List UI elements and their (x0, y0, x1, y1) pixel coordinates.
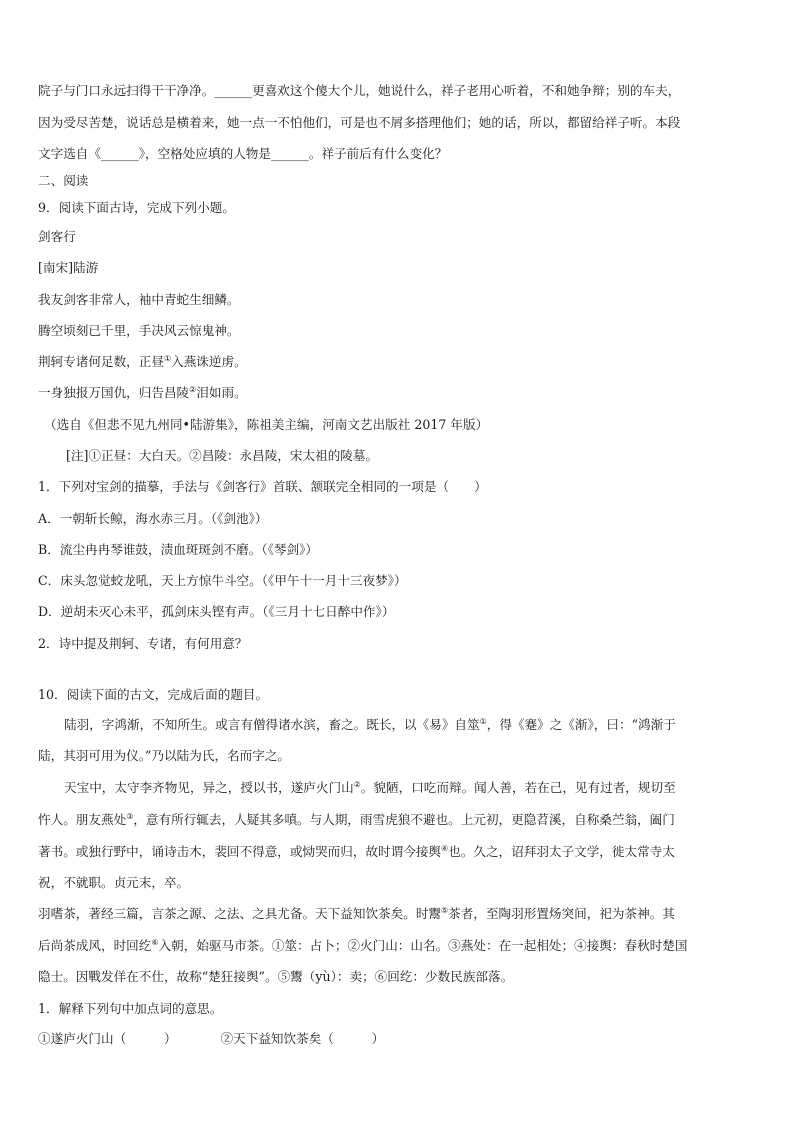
poem-line-4 (38, 384, 760, 402)
passage-question-line: 文字选自《______》，空格处应填的人物是______。祥子前后有什么变化？ (38, 146, 448, 161)
note-marker-1: ① (163, 353, 172, 363)
prose-note-marker-1: ① (479, 716, 487, 726)
prose-line-4 (38, 811, 760, 829)
prose-line-2: 陆，其羽可用为仪。”乃以陆为氏，名而字之。 (38, 748, 291, 763)
poem-title: 剑客行 (38, 229, 76, 244)
poem-source: （选自《但悲不见九州同•陆游集》，陈祖美主编，河南文艺出版社 2017 年版） (44, 417, 489, 432)
prose-line-7-part-a: 羽嗜茶，著经三篇，言茶之源、之法、之具尤备。天下益知饮茶矣。时鬻 (38, 906, 441, 921)
prose-line-8-part-a: 后尚茶成风，时回纥 (38, 938, 152, 953)
prose-line-5-part-a: 著书。或独行野中，诵诗击木，裴回不得意，或恸哭而归，故时谓今接舆 (38, 844, 441, 859)
prose-line-5-part-b: 也。久之，诏拜羽太子文学，徙太常寺太 (448, 844, 675, 859)
poem-line-1: 我友剑客非常人，袖中青蛇生细鳞。 (38, 292, 240, 307)
prose-note-marker-3: ③ (126, 811, 134, 821)
question-9-2: 2．诗中提及荆轲、专诸，有何用意？ (38, 636, 248, 651)
prose-line-4-part-b: ，意有所行辄去，人疑其多嗔。与人期，雨雪虎狼不避也。上元初，更隐苕溪，自称桑苎翁，阖门 (133, 812, 675, 827)
passage-line-2: 因为受尽苦楚，说话总是横着来，她一点一不怕他们，可是也不屑多搭理他们；她的话，所以，都留给祥子听。本段 (38, 115, 681, 130)
prose-line-8-part-b: 入朝，始驱马市茶。①筮：占卜；②火门山：山名。③燕处：在一起相处；④接舆：春秋时楚国 (158, 938, 688, 953)
question-10-1-items (38, 1030, 760, 1048)
prose-line-7-part-b: 茶者，至陶羽形置炀突间，祀为茶神。其 (448, 906, 675, 921)
prose-line-4-part-a: 忤人。朋友燕处 (38, 812, 127, 827)
option-a: A．一朝斩长鲸，海水赤三月。（《剑池》） (38, 511, 268, 526)
poem-author: [南宋]陆游 (38, 260, 99, 275)
prose-line-7 (38, 905, 760, 923)
prose-note-marker-6: ⑥ (151, 937, 159, 947)
poem-notes: [注]①正昼：大白天。②昌陵：永昌陵，宋太祖的陵墓。 (66, 448, 379, 463)
prose-line-1-part-a: 陆羽，字鸿渐，不知所生。或言有僧得诸水滨，畜之。既长，以《易》自筮 (64, 717, 480, 732)
prose-note-marker-5: ⑤ (441, 905, 449, 915)
option-b: B．流尘冉冉琴谁鼓，渍血斑斑剑不磨。（《琴剑》） (38, 542, 319, 557)
prose-notes-line: 隐士。因戰发佯在不仕，故称“楚狂接舆”。⑤鬻（yù）：卖；⑥回纥：少数民族部落。 (38, 969, 514, 984)
question-10-prompt: 10．阅读下面的古文，完成后面的题目。 (38, 687, 269, 702)
section-heading-reading: 二、阅读 (38, 173, 89, 188)
prose-line-3-part-b: 。貌陋，口吃而辩。闻人善，若在己，见有过者，规切至 (360, 780, 676, 795)
poem-line-3 (38, 353, 760, 371)
prose-line-1-part-b: ，得《蹇》之《渐》，曰：“鸿渐于 (486, 717, 676, 732)
passage-line-1: 院子与门口永远扫得干干净净。______更喜欢这个傻大个儿，她说什么，祥子老用心听着，不和她争辩；别的车夫， (38, 83, 681, 98)
prose-line-1 (64, 716, 786, 734)
question-10-1: 1．解释下列句中加点词的意思。 (38, 1001, 223, 1016)
item-1: ①遂庐火门山（ ） (38, 1031, 177, 1046)
poem-line-2: 腾空顷刻已千里，手决风云惊鬼神。 (38, 323, 240, 338)
prose-note-marker-4: ④ (441, 843, 449, 853)
poem-line-4-part-a: 一身独报万国仇，归告昌陵 (38, 385, 190, 400)
prose-note-marker-2: ② (353, 779, 361, 789)
poem-line-4-part-b: 泪如雨。 (196, 385, 247, 400)
question-9-prompt: 9．阅读下面古诗，完成下列小题。 (38, 200, 235, 215)
prose-line-5 (38, 843, 760, 861)
option-d: D．逆胡未灭心未平，孤剑床头铿有声。（《三月十七日醉中作》） (38, 604, 395, 619)
prose-line-6: 祝，不就职。贞元末，卒。 (38, 875, 190, 890)
question-9-1: 1．下列对宝剑的描摹，手法与《剑客行》首联、颔联完全相同的一项是（ ） (38, 479, 487, 494)
prose-line-8 (38, 937, 760, 955)
option-c: C．床头忽觉蛟龙吼，天上方惊牛斗空。（《甲午十一月十三夜梦》） (38, 573, 407, 588)
poem-line-3-part-a: 荆轲专诸何足数，正昼 (38, 354, 164, 369)
poem-line-3-part-b: 入燕诛逆虏。 (171, 354, 247, 369)
note-marker-2: ② (189, 384, 197, 394)
prose-line-3 (64, 779, 786, 797)
prose-line-3-part-a: 天宝中，太守李齐物见，异之，授以书，遂庐火门山 (64, 780, 354, 795)
item-2: ②天下益知饮茶矣（ ） (220, 1031, 385, 1046)
